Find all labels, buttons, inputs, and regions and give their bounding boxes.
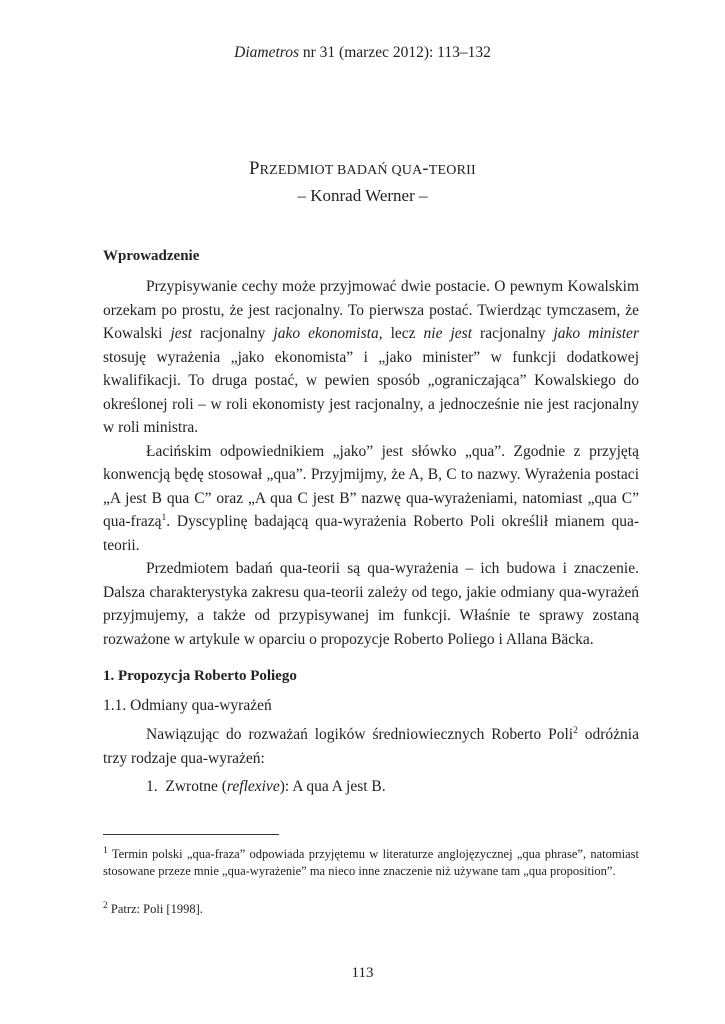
subsection-heading: 1.1. Odmiany qua-wyrażeń (103, 697, 272, 714)
footnote-ref[interactable]: 1 (161, 512, 167, 523)
section-heading: 1. Propozycja Roberto Poliego (103, 668, 297, 684)
paragraph: Przedmiotem badań qua-teorii są qua-wyrażenia – ich budowa i znaczenie. Dalsza charakterystyka zakresu qua-teorii zależy od tego, jakie odmiany qua-wyrażeń przyjmujemy, a także od przypisywanej im funkcji. Właśnie te sprawy zostaną rozważone w artykule w oparciu o propozycje Roberto Poliego i Allana Bäcka. (103, 560, 639, 648)
journal-info: nr 31 (marzec 2012): 113–132 (299, 44, 491, 61)
text: odróżnia trzy rodzaje qua-wyrażeń: (103, 726, 639, 767)
list-item (146, 775, 636, 799)
text: racjonalny (191, 325, 274, 342)
intro-heading (103, 245, 639, 269)
text: ): A qua A jest B. (279, 778, 386, 795)
text: , lecz (378, 325, 424, 342)
journal-name: Diametros (234, 44, 300, 61)
italic-text: reflexive (226, 778, 280, 795)
section-heading: Wprowadzenie (103, 248, 200, 264)
footnote-number: 2 (103, 900, 108, 911)
title-hyphen: - (422, 159, 429, 179)
paragraph (103, 440, 639, 558)
page-number: 113 (351, 965, 374, 981)
text: stosuję wyrażenia „jako ekonomista” i „jako minister” w funkcji dodatkowej kwalifikacji. To druga postać, w pewien sposób „ograniczająca” Kowalskiego do określonej roli – w roli ekonomisty jest racjonalny, a jednocześnie nie jest racjonalny w roli ministra. (103, 348, 639, 436)
paragraph (103, 723, 639, 770)
text: Zwrotne ( (165, 778, 227, 795)
text: Przypisywanie cechy może przyjmować dwie postacie. O pewnym Kowalskim orzekam po prostu, że jest racjonalny. To pierwsza postać. Twierdząc tymczasem, że Kowalski (103, 278, 639, 342)
footnote-2 (103, 901, 639, 918)
footnote-ref[interactable]: 2 (573, 725, 578, 736)
title-part: RZEDMIOT BADAŃ QUA (259, 163, 423, 178)
list-item-text (146, 775, 636, 799)
intro-body (103, 275, 639, 651)
italic-text: jako ekonomista (273, 325, 379, 342)
title-end: TEORII (428, 163, 476, 178)
footnote-text: Patrz: Poli [1998]. (110, 902, 203, 916)
section1-subheading-wrap (103, 694, 639, 718)
paragraph (103, 275, 639, 440)
section1 (103, 665, 639, 689)
footnote-divider (103, 834, 279, 835)
footnote-1 (103, 846, 639, 879)
text: Łacińskim odpowiednikiem „jako” jest słówko „qua”. Zgodnie z przyjętą konwencją będę stosował „qua”. Przyjmijmy, że A, B, C to nazwy. Wyrażenia postaci „A jest B qua C” oraz „A qua C jest B” nazwę qua-wyrażeniami, natomiast „qua C” qua-frazą (103, 442, 639, 530)
title-initial: P (249, 159, 260, 179)
text: racjonalny (472, 325, 554, 342)
list-number: 1. (146, 778, 158, 795)
italic-text: jako minister (553, 325, 639, 342)
text: Nawiązując do rozważań logików średniowiecznych Roberto Poli (146, 726, 574, 743)
section1-body (103, 723, 639, 770)
italic-text: jest (170, 325, 192, 342)
journal-header (0, 41, 725, 65)
author-name: – Konrad Werner – (297, 186, 428, 205)
footnote-number: 1 (103, 845, 108, 856)
footnote-text: Termin polski „qua-fraza” odpowiada przyjętemu w literaturze anglojęzycznej „qua phrase”, natomiast stosowane przeze mnie „qua-wyrażenie” ma nieco inne znaczenie niż używane tam „qua proposition”. (103, 847, 639, 878)
italic-text: nie jest (423, 325, 473, 342)
text: . Dyscyplinę badającą qua-wyrażenia Roberto Poli określił mianem qua-teorii. (103, 513, 639, 554)
article-title (0, 157, 725, 183)
